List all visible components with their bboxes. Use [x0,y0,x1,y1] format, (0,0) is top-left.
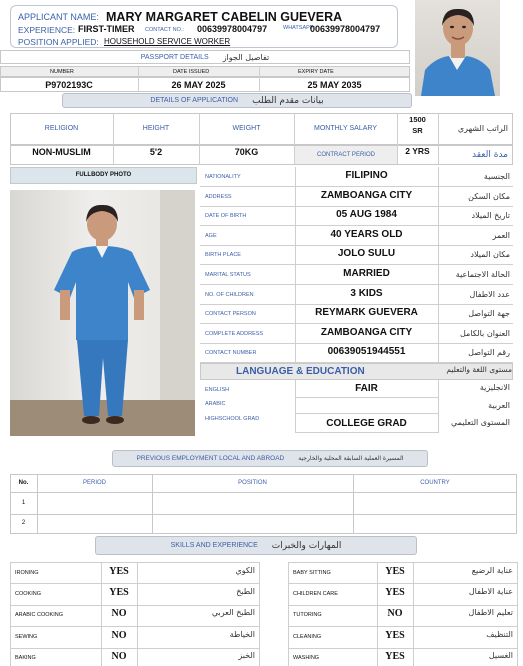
employment-banner [112,450,428,467]
education-label: HIGHSCHOOL GRAD [205,416,260,422]
personal-label: NO. OF CHILDREN [205,292,254,298]
personal-row [200,304,513,324]
height-value: 5'2 [149,147,163,157]
applicant-name: MARY MARGARET CABELIN GUEVERA [106,10,343,24]
skill-label-ar: تعليم الاطفال [468,608,513,617]
weight-label: WEIGHT [232,125,261,132]
personal-label-ar: تاريخ الميلاد [471,211,510,220]
personal-value: 40 YEARS OLD [330,229,403,240]
contract-value: 2 YRS [405,146,430,156]
personal-label-ar: مكان السكن [468,192,510,201]
employment-row-1-no: 1 [21,500,26,506]
contact-value: 00639978004797 [197,24,268,34]
education-label-ar: المستوى التعليمي [450,418,510,427]
personal-value: REYMARK GUEVERA [315,307,418,318]
skill-label-ar: التنظيف [486,630,513,639]
passport-title-ar: تفاصيل الجواز [222,52,270,62]
skill-label: TUTORING [293,612,322,618]
skill-value: YES [109,587,129,598]
skill-value: YES [385,651,405,662]
personal-row [200,245,513,265]
position-value: HOUSEHOLD SERVICE WORKER [104,37,231,46]
skill-label: CLEANING [293,634,322,640]
skill-label: BAKING [15,655,36,661]
passport-banner [0,50,410,64]
personal-row [200,343,513,363]
passport-title: PASSPORT DETAILS [140,53,209,61]
skill-row [10,584,260,606]
fullbody-photo [10,190,195,436]
weight-value: 70KG [234,147,259,157]
personal-label: NATIONALITY [205,174,241,180]
arabic-label: ARABIC [205,401,226,407]
salary-label: MONTHLY SALARY [313,125,378,132]
applicant-name-label: APPLICANT NAME: [18,12,99,22]
personal-value: JOLO SULU [337,248,396,259]
personal-row [200,285,513,305]
experience-value: FIRST-TIMER [78,24,135,34]
personal-value: ZAMBOANGA CITY [320,327,413,338]
skill-value: NO [111,608,127,619]
skill-value: NO [111,651,127,662]
personal-row [200,265,513,285]
skill-row [288,605,518,627]
whatsapp-label: WHATSAPP: [283,25,315,31]
skill-value: YES [385,630,405,641]
personal-row [200,324,513,344]
language-title-ar: مستوى اللغة والتعليم [446,365,512,374]
skills-title: SKILLS AND EXPERIENCE [170,542,258,549]
salary-amount: 1500 [409,115,426,124]
personal-row [200,206,513,226]
skills-title-ar: المهارات والخبرات [271,540,342,551]
skill-value: YES [385,566,405,577]
personal-label: CONTACT NUMBER [205,350,257,356]
contact-label: CONTACT NO.: [145,27,184,33]
personal-label-ar: عدد الاطفال [469,290,510,299]
personal-label: BIRTH PLACE [205,252,241,258]
language-title: LANGUAGE & EDUCATION [236,366,365,377]
skill-row [10,627,260,649]
skill-label: IRONING [15,570,39,576]
skill-label: CHILDREN CARE [293,591,338,597]
personal-row [200,226,513,246]
employment-row-2-no: 2 [21,520,26,526]
employment-title-ar: المسيرة العملية السابقة المحلية والخارجية [298,455,404,462]
religion-label: RELIGION [44,125,79,132]
experience-label: EXPERIENCE: [18,25,76,35]
passport-number: P9702193C [45,80,93,90]
skill-row [10,605,260,627]
skill-label-ar: عناية الاطفال [468,587,513,596]
employment-title: PREVIOUS EMPLOYMENT LOCAL AND ABROAD [136,455,285,462]
education-value: COLLEGE GRAD [326,418,407,429]
skill-row [10,562,260,584]
english-value: FAIR [355,383,378,394]
employment-header-period: PERIOD [82,480,106,486]
passport-expiry-label: EXPIRY DATE [298,69,334,75]
personal-label-ar: الجنسية [483,172,510,181]
skill-row [288,648,518,666]
skill-label-ar: الخياطة [229,630,255,639]
skill-value: NO [111,630,127,641]
salary-label-ar: الراتب الشهري [457,124,508,133]
skill-row [288,627,518,649]
personal-label-ar: العنوان بالكامل [459,329,510,338]
contract-label: CONTRACT PERIOD [317,152,375,158]
passport-expiry: 25 MAY 2035 [307,80,362,90]
personal-row [200,187,513,207]
height-label: HEIGHT [142,125,170,132]
english-label-ar: الانجليزية [479,383,510,392]
personal-value: 3 KIDS [350,288,383,299]
passport-issued-label: DATE ISSUED [173,69,210,75]
personal-value: MARRIED [343,268,390,279]
personal-value: ZAMBOANGA CITY [320,190,413,201]
arabic-label-ar: العربية [488,401,510,410]
personal-value: 00639051944551 [327,346,406,357]
personal-row [200,167,513,187]
skill-label: COOKING [15,591,41,597]
personal-label-ar: جهة التواصل [468,309,510,318]
skill-label-ar: الغسيل [488,651,513,660]
skill-label: SEWING [15,634,38,640]
photo-label: FULLBODY PHOTO [75,172,132,178]
personal-label: ADDRESS [205,194,232,200]
skill-label-ar: الطبخ العربي [211,608,255,617]
skill-label-ar: الكوي [235,566,255,575]
personal-label: COMPLETE ADDRESS [205,331,264,337]
personal-label-ar: العمر [492,231,510,240]
skills-banner [95,536,417,555]
skill-row [10,648,260,666]
skill-value: YES [109,566,129,577]
skill-label-ar: الطبخ [236,587,255,596]
personal-label-ar: الحالة الاجتماعية [455,270,510,279]
personal-label: MARITAL STATUS [205,272,251,278]
personal-label: DATE OF BIRTH [205,213,247,219]
personal-value: 05 AUG 1984 [336,209,397,220]
position-label: POSITION APPLIED: [18,37,99,47]
skill-label: WASHING [293,655,320,661]
skill-label: ARABIC COOKING [15,612,63,618]
skill-value: YES [385,587,405,598]
skill-row [288,584,518,606]
skill-label: BABY SITTING [293,570,331,576]
religion-value: NON-MUSLIM [32,147,91,157]
personal-label: CONTACT PERSON [205,311,256,317]
skill-row [288,562,518,584]
english-label: ENGLISH [205,387,230,393]
salary-currency: SR [412,126,423,135]
employment-header-no: No. [18,480,29,486]
employment-header-country: COUNTRY [420,480,450,486]
applicant-headshot [415,0,500,96]
details-banner [62,93,412,108]
passport-issued: 26 MAY 2025 [171,80,226,90]
skill-value: NO [387,608,403,619]
employment-header-position: POSITION [238,480,267,486]
personal-value: FILIPINO [345,170,388,181]
whatsapp-value: 00639978004797 [310,24,381,34]
contract-label-ar: مدة العقد [472,150,508,160]
details-title: DETAILS OF APPLICATION [150,97,239,104]
personal-label-ar: مكان الميلاد [470,250,510,259]
personal-label-ar: رقم التواصل [468,348,510,357]
details-title-ar: بيانات مقدم الطلب [252,95,324,106]
passport-number-label: NUMBER [50,69,74,75]
skill-label-ar: عناية الرضيع [471,566,513,575]
personal-label: AGE [205,233,217,239]
skill-label-ar: الخبز [238,651,255,660]
